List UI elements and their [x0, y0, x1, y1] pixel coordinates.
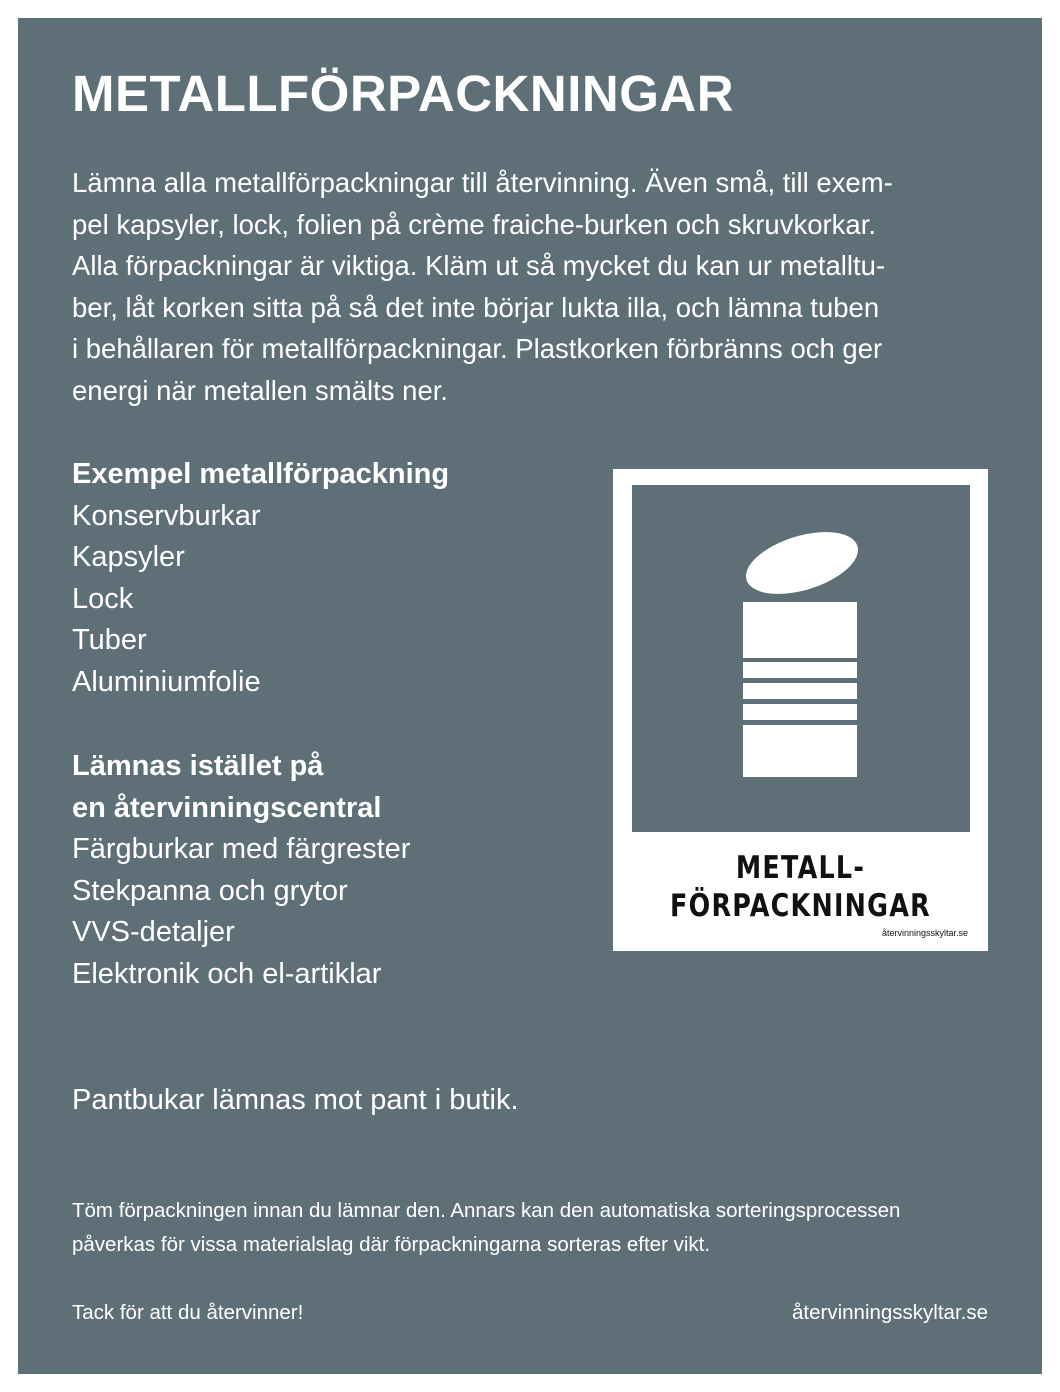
- can-stripe: [743, 704, 857, 720]
- website-text: återvinningsskyltar.se: [792, 1301, 988, 1324]
- list-item: Elektronik och el-artiklar: [72, 957, 382, 990]
- can-top-band: [743, 602, 857, 658]
- thanks-text: Tack för att du återvinner!: [72, 1301, 304, 1324]
- intro-line: energi när metallen smälts ner.: [72, 374, 449, 406]
- intro-line: Lämna alla metallförpackningar till återvinning. Även små, till exem-: [72, 167, 893, 198]
- intro-line: pel kapsyler, lock, folien på crème fraiche-burken och skruvkorkar.: [72, 208, 876, 240]
- note-line: påverkas för vissa materialslag där förpackningarna sorteras efter vikt.: [72, 1233, 711, 1256]
- intro-line: i behållaren för metallförpackningar. Plastkorken förbränns och ger: [72, 333, 883, 365]
- list-item: Stekpanna och grytor: [72, 874, 348, 907]
- can-stripe: [743, 683, 857, 699]
- page-title: METALLFÖRPACKNINGAR: [72, 65, 735, 122]
- sign-pictogram-area: [632, 485, 970, 832]
- instead-list: [72, 746, 410, 996]
- can-bottom-band: [743, 725, 857, 777]
- examples-list: [72, 454, 449, 704]
- list-item: Konservburkar: [72, 499, 261, 532]
- examples-heading: Exempel metallförpackning: [72, 458, 450, 490]
- open-can-icon: [632, 485, 970, 832]
- can-lid-shape: [739, 520, 866, 606]
- sign-website: återvinningsskyltar.se: [881, 928, 968, 938]
- intro-paragraph: [72, 162, 1002, 412]
- can-stripe: [743, 662, 857, 678]
- sign-caption-line: FÖRPACKNINGAR: [670, 888, 931, 924]
- intro-line: Alla förpackningar är viktiga. Kläm ut så mycket du kan ur metalltu-: [72, 250, 886, 282]
- list-item: Färgburkar med färgrester: [72, 833, 411, 866]
- empty-note: [72, 1194, 900, 1262]
- intro-line: ber, låt korken sitta på så det inte börjar lukta illa, och lämna tuben: [72, 291, 880, 323]
- list-item: Lock: [72, 582, 134, 615]
- recycling-sign-image: [613, 469, 988, 951]
- pant-text: Pantbukar lämnas mot pant i butik.: [72, 1084, 519, 1116]
- list-item: Tuber: [72, 624, 147, 657]
- sign-caption: [647, 849, 955, 925]
- instead-heading: en återvinningscentral: [72, 791, 382, 824]
- list-item: VVS-detaljer: [72, 916, 235, 949]
- note-line: Töm förpackningen innan du lämnar den. Annars kan den automatiska sorteringsprocessen: [72, 1199, 901, 1222]
- instead-heading: Lämnas istället på: [72, 750, 324, 782]
- sign-panel: [18, 18, 1042, 1374]
- list-item: Aluminiumfolie: [72, 665, 261, 698]
- list-item: Kapsyler: [72, 541, 185, 574]
- sign-caption-line: METALL-: [735, 850, 866, 886]
